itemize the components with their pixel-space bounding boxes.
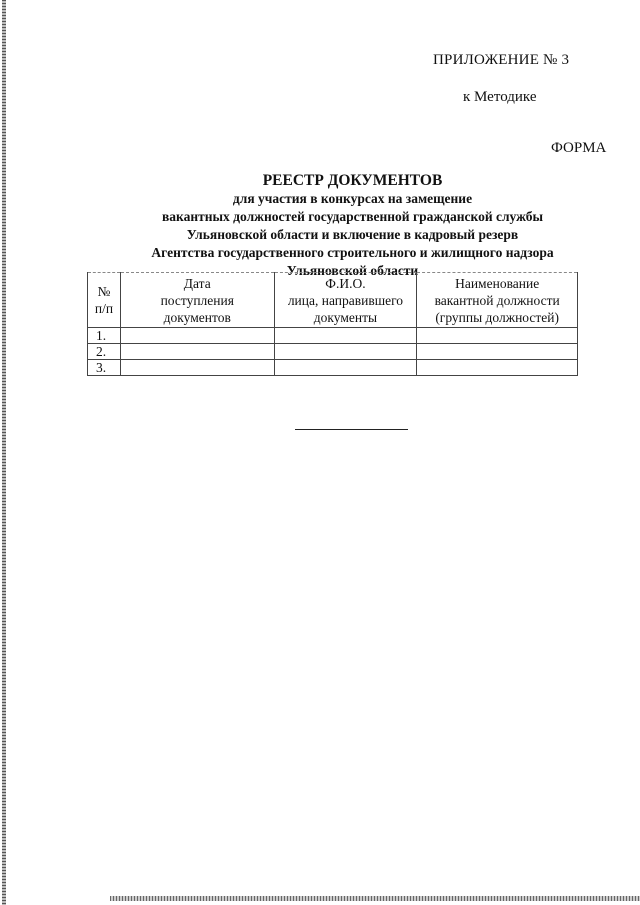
position-cell: [417, 360, 578, 376]
column-header-date: [120, 273, 274, 328]
document-title: РЕЕСТР ДОКУМЕНТОВ: [262, 172, 443, 189]
header-line: п/п: [94, 301, 114, 316]
date-cell: [120, 328, 274, 344]
position-cell: [417, 328, 578, 344]
table-row: [88, 360, 578, 376]
registry-table: [87, 272, 578, 376]
form-label: ФОРМА: [551, 140, 607, 156]
scan-binding-edge: [2, 0, 6, 905]
sender-cell: [274, 328, 417, 344]
table-row: [88, 344, 578, 360]
title-line: Ульяновской области и включение в кадровый резерв: [186, 227, 519, 242]
table-header-row: [88, 273, 578, 328]
header-line: Ф.И.О.: [325, 275, 366, 291]
document-title-block: [100, 172, 605, 280]
title-line: для участия в конкурсах на замещение: [232, 191, 473, 206]
sender-cell: [274, 344, 417, 360]
column-header-sender-name: [274, 273, 417, 328]
header-line: поступления: [160, 292, 234, 308]
header-line: лица, направившего: [287, 292, 404, 308]
row-number: 1.: [88, 328, 121, 344]
header-line: №: [97, 284, 111, 299]
method-reference: к Методике: [463, 89, 537, 105]
row-number: 2.: [88, 344, 121, 360]
column-header-position: [417, 273, 578, 328]
header-line: документы: [313, 309, 378, 325]
column-header-number: [88, 273, 121, 328]
row-number: 3.: [88, 360, 121, 376]
date-cell: [120, 360, 274, 376]
header-line: документов: [163, 309, 231, 325]
date-cell: [120, 344, 274, 360]
header-line: вакантной должности: [434, 292, 560, 308]
title-line: вакантных должностей государственной гражданской службы: [161, 209, 544, 224]
header-line: (группы должностей): [435, 309, 559, 325]
position-cell: [417, 344, 578, 360]
header-line: Наименование: [455, 275, 540, 291]
title-line: Агентства государственного строительного и жилищного надзора: [151, 245, 554, 260]
title-line: Ульяновской области: [286, 263, 419, 278]
header-line: Дата: [183, 275, 211, 291]
appendix-label: ПРИЛОЖЕНИЕ № 3: [433, 52, 570, 68]
table-row: [88, 328, 578, 344]
scan-bottom-edge: [110, 896, 640, 901]
sender-cell: [274, 360, 417, 376]
closing-rule: [295, 429, 408, 430]
